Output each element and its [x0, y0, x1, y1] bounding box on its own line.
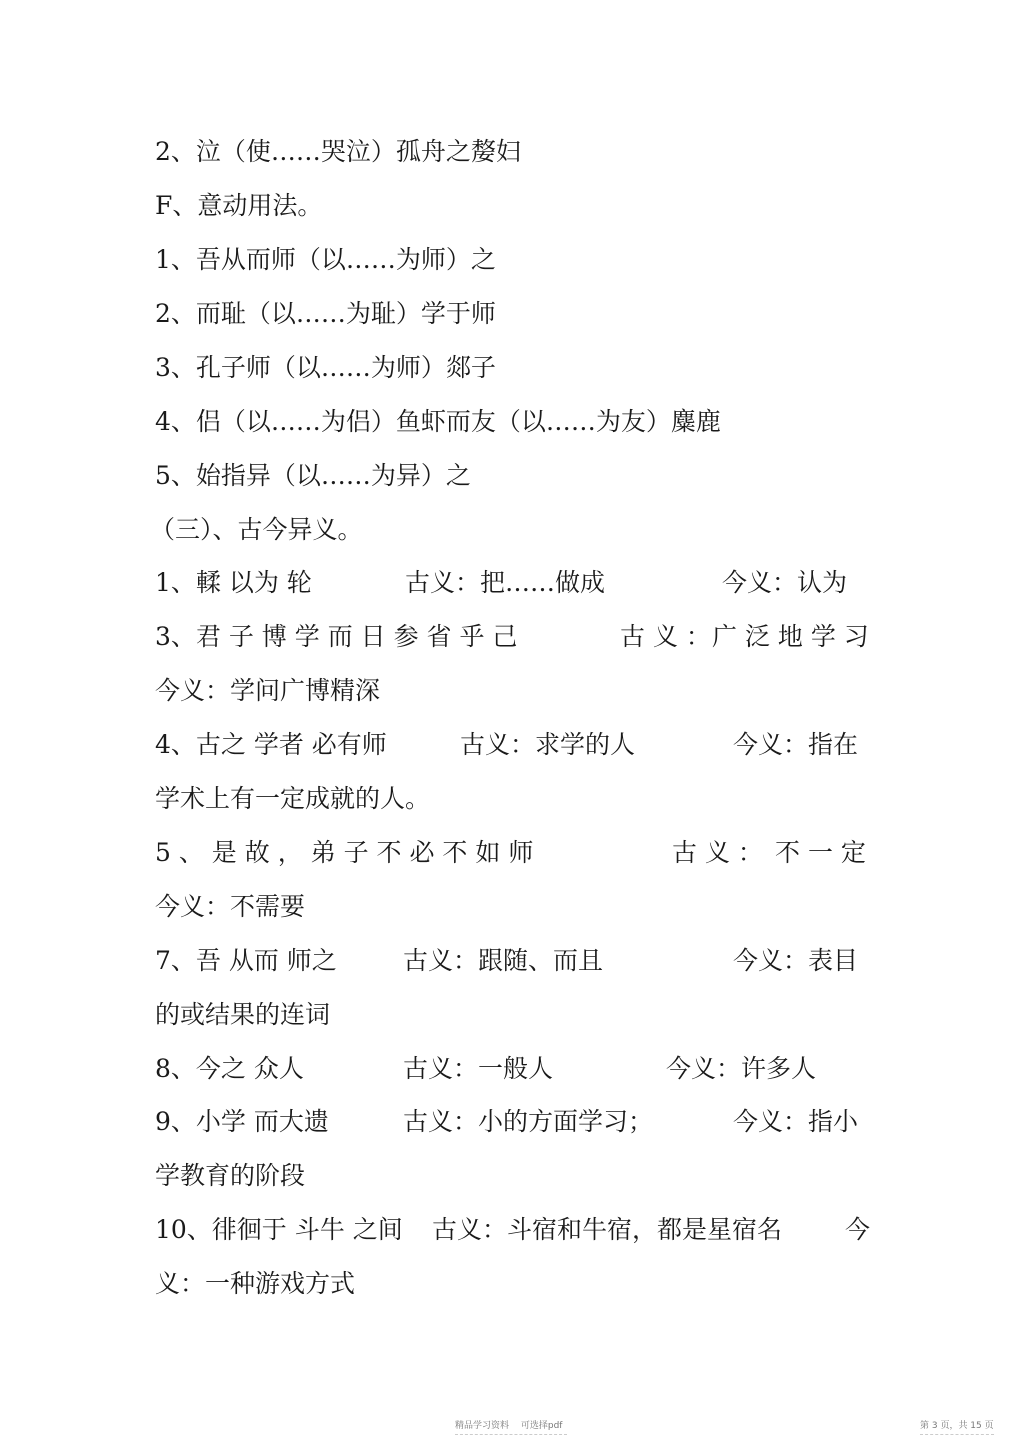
modern-meaning-label: 今 [845, 1215, 871, 1244]
text-line: 2、泣（使……哭泣）孤舟之嫠妇 [155, 137, 521, 166]
modern-meaning-continued: 学教育的阶段 [155, 1161, 306, 1190]
ancient-meaning: 不 一 定 [775, 838, 866, 867]
text-line: 2、而耻（以……为耻）学于师 [155, 299, 496, 328]
modern-meaning: 今义：指在 [733, 730, 859, 759]
text-line: 3、孔子师（以……为师）郯子 [155, 353, 496, 382]
example-sentence: 1、輮 以为 轮 [155, 568, 312, 597]
modern-meaning: 今义：学问广博精深 [155, 676, 381, 705]
modern-meaning: 今义：认为 [722, 568, 848, 597]
example-sentence: 10、徘徊于 斗牛 之间 [155, 1215, 403, 1244]
modern-meaning: 今义：指小 [733, 1107, 859, 1136]
ancient-meaning-label: 古 义 ： [672, 838, 763, 867]
footer-divider [455, 1434, 567, 1435]
section-heading: F、意动用法。 [155, 191, 323, 220]
modern-meaning: 今义：许多人 [666, 1054, 817, 1083]
ancient-meaning: 广 泛 地 学 习 [712, 622, 869, 651]
modern-meaning: 今义：不需要 [155, 892, 306, 921]
text-line: 5、始指异（以……为异）之 [155, 461, 471, 490]
example-sentence: 4、古之 学者 必有师 [155, 730, 387, 759]
example-sentence: 5 、 是 故 ， 弟 子 不 必 不 如 师 [155, 838, 534, 867]
section-heading: （三）、古今异义。 [150, 515, 363, 544]
ancient-meaning: 古义：把……做成 [405, 568, 606, 597]
example-sentence: 7、吾 从而 师之 [155, 946, 337, 975]
modern-meaning-continued: 学术上有一定成就的人。 [155, 784, 431, 813]
page-number: 第 3 页，共 15 页 [920, 1421, 994, 1431]
ancient-meaning: 古义：一般人 [403, 1054, 554, 1083]
example-sentence: 9、小学 而大遗 [155, 1107, 329, 1136]
ancient-meaning: 古义：求学的人 [460, 730, 636, 759]
ancient-meaning: 古义：跟随、而且 [403, 946, 604, 975]
example-sentence: 3、君 子 博 学 而 日 参 省 乎 己 [155, 622, 518, 651]
ancient-meaning-label: 古 义 ： [620, 622, 711, 651]
modern-meaning-continued: 的或结果的连词 [155, 1000, 331, 1029]
footer-note: 精品学习资料 可选择pdf [455, 1421, 563, 1431]
example-sentence: 8、今之 众人 [155, 1054, 304, 1083]
footer-divider [920, 1434, 994, 1435]
ancient-meaning: 古义：小的方面学习； [403, 1107, 654, 1136]
ancient-meaning: 古义：斗宿和牛宿，都是星宿名 [432, 1215, 783, 1244]
modern-meaning-continued: 义：一种游戏方式 [155, 1269, 356, 1298]
modern-meaning: 今义：表目 [733, 946, 859, 975]
text-line: 1、吾从而师（以……为师）之 [155, 245, 496, 274]
text-line: 4、侣（以……为侣）鱼虾而友（以……为友）麋鹿 [155, 407, 721, 436]
